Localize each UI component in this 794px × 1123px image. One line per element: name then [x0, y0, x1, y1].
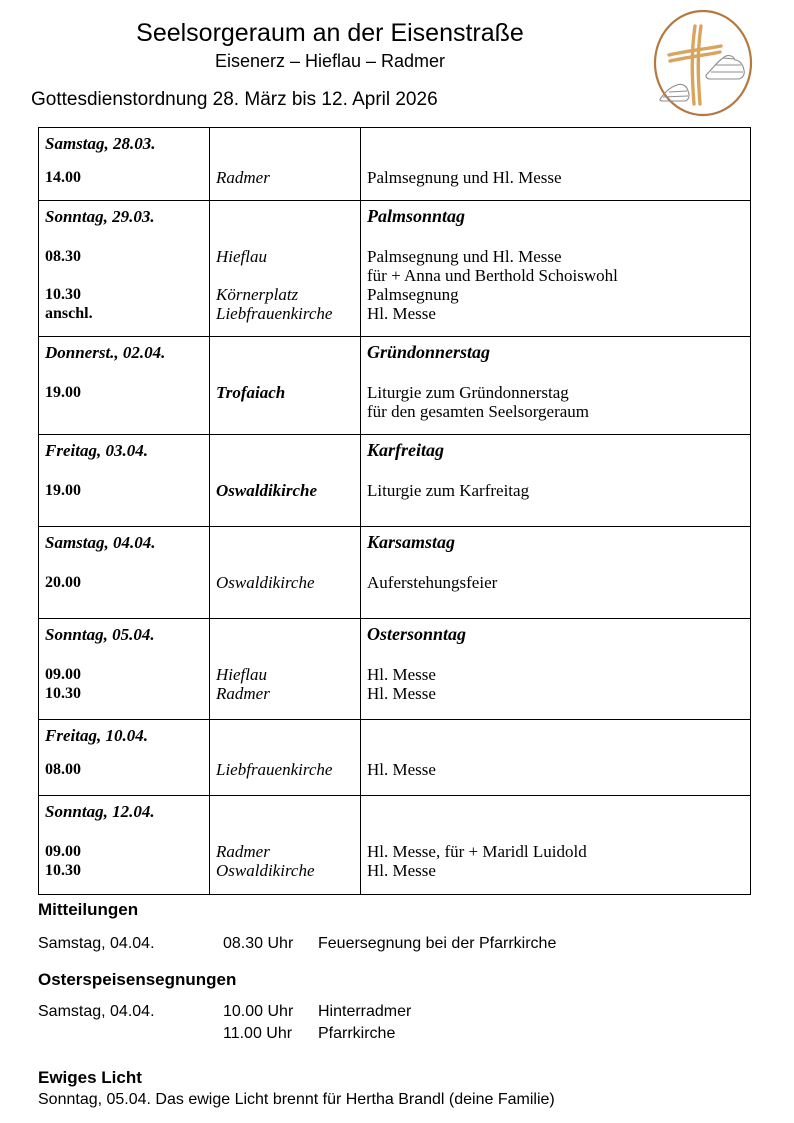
cell-place	[210, 720, 361, 796]
time-value: 08.00	[45, 761, 81, 778]
place-value: Radmer	[216, 168, 270, 187]
place-value: Hieflau	[216, 665, 267, 684]
notice-item	[38, 1001, 758, 1023]
notice-text: Hinterradmer	[318, 1003, 412, 1020]
service-schedule-table	[38, 127, 751, 895]
description-line: Liturgie zum Gründonnerstag	[367, 383, 569, 402]
time-value: 09.00	[45, 843, 81, 860]
table-row	[39, 435, 751, 527]
day-label: Freitag, 10.04.	[45, 726, 148, 745]
time-value: 19.00	[45, 482, 81, 499]
cell-day-time	[39, 435, 210, 527]
cell-place	[210, 796, 361, 895]
cross-and-mountain-logo	[651, 8, 755, 118]
place-value: Radmer	[216, 842, 270, 861]
cell-day-time	[39, 128, 210, 201]
cell-day-time	[39, 619, 210, 720]
day-label: Sonntag, 29.03.	[45, 207, 155, 226]
description-line: für den gesamten Seelsorgeraum	[367, 402, 590, 421]
day-label: Samstag, 04.04.	[45, 533, 156, 552]
feast-label: Gründonnerstag	[367, 342, 491, 362]
table-row	[39, 796, 751, 895]
time-value: 09.00	[45, 666, 81, 683]
notice-text: Feuersegnung bei der Pfarrkirche	[318, 935, 557, 952]
place-value: Oswaldikirche	[216, 481, 318, 500]
cell-day-time	[39, 720, 210, 796]
table-row	[39, 619, 751, 720]
description-line: Hl. Messe	[367, 861, 436, 880]
description-line: Hl. Messe	[367, 684, 436, 703]
notice-text: Pfarrkirche	[318, 1025, 396, 1042]
cell-place	[210, 201, 361, 337]
service-order-line: Gottesdienstordnung 28. März bis 12. April 2026	[31, 89, 438, 110]
description-line: Hl. Messe	[367, 304, 436, 323]
cell-description	[361, 720, 751, 796]
notice-date: Samstag, 04.04.	[38, 1003, 155, 1020]
description-line: Auferstehungsfeier	[367, 573, 498, 592]
speisensegnungen-heading: Osterspeisensegnungen	[38, 970, 237, 989]
cell-description	[361, 337, 751, 435]
notice-time: 08.30 Uhr	[223, 935, 294, 952]
cell-description	[361, 435, 751, 527]
notice-time: 11.00 Uhr	[223, 1025, 293, 1042]
ewiges-licht-heading: Ewiges Licht	[38, 1068, 142, 1087]
description-line: Palmsegnung und Hl. Messe	[367, 247, 562, 266]
place-value: Liebfrauenkirche	[216, 304, 333, 323]
day-label: Sonntag, 05.04.	[45, 625, 155, 644]
place-value: Körnerplatz	[216, 285, 299, 304]
time-value: 08.30	[45, 248, 81, 265]
feast-label: Palmsonntag	[367, 206, 466, 226]
description-line: Hl. Messe	[367, 665, 436, 684]
cell-day-time	[39, 337, 210, 435]
description-line: Palmsegnung und Hl. Messe	[367, 168, 562, 187]
cell-day-time	[39, 201, 210, 337]
place-value: Trofaiach	[216, 383, 286, 402]
time-value: 20.00	[45, 574, 81, 591]
cell-place	[210, 128, 361, 201]
mitteilungen-heading: Mitteilungen	[38, 900, 139, 919]
cell-description	[361, 796, 751, 895]
description-line: für + Anna und Berthold Schoiswohl	[367, 266, 618, 285]
place-value: Hieflau	[216, 247, 267, 266]
time-value: 10.30	[45, 286, 81, 303]
table-row	[39, 720, 751, 796]
time-value: anschl.	[45, 305, 93, 322]
day-label: Samstag, 28.03.	[45, 134, 156, 153]
feast-label: Ostersonntag	[367, 624, 467, 644]
place-value: Oswaldikirche	[216, 861, 315, 880]
notice-date: Samstag, 04.04.	[38, 935, 155, 952]
notice-date	[38, 1023, 223, 1045]
feast-label: Karsamstag	[367, 532, 456, 552]
day-label: Donnerst., 02.04.	[45, 343, 166, 362]
notice-time: 10.00 Uhr	[223, 1003, 294, 1020]
description-line: Palmsegnung	[367, 285, 459, 304]
cell-description	[361, 201, 751, 337]
description-line: Liturgie zum Karfreitag	[367, 481, 530, 500]
cell-day-time	[39, 527, 210, 619]
ewiges-licht-text: Sonntag, 05.04. Das ewige Licht brennt für Hertha Brandl (deine Familie)	[38, 1091, 555, 1108]
place-value: Radmer	[216, 684, 270, 703]
notice-item	[38, 933, 758, 955]
title-block	[0, 18, 660, 73]
time-value: 10.30	[45, 685, 81, 702]
cell-description	[361, 527, 751, 619]
cell-place	[210, 435, 361, 527]
cell-description	[361, 619, 751, 720]
time-value: 10.30	[45, 862, 81, 879]
day-label: Sonntag, 12.04.	[45, 802, 155, 821]
cell-place	[210, 337, 361, 435]
time-value: 14.00	[45, 169, 81, 186]
day-label: Freitag, 03.04.	[45, 441, 148, 460]
table-row	[39, 201, 751, 337]
cell-description	[361, 128, 751, 201]
time-value: 19.00	[45, 384, 81, 401]
notice-item	[38, 1023, 758, 1045]
cell-place	[210, 527, 361, 619]
place-value: Oswaldikirche	[216, 573, 315, 592]
cell-place	[210, 619, 361, 720]
feast-label: Karfreitag	[367, 440, 445, 460]
page-header	[0, 0, 794, 122]
cell-day-time	[39, 796, 210, 895]
page-subtitle: Eisenerz – Hieflau – Radmer	[214, 51, 446, 71]
place-value: Liebfrauenkirche	[216, 760, 333, 779]
description-line: Hl. Messe	[367, 760, 436, 779]
table-row	[39, 128, 751, 201]
notices-section	[38, 899, 758, 1110]
table-row	[39, 527, 751, 619]
table-row	[39, 337, 751, 435]
page-title: Seelsorgeraum an der Eisenstraße	[136, 19, 524, 47]
description-line: Hl. Messe, für + Maridl Luidold	[367, 842, 587, 861]
